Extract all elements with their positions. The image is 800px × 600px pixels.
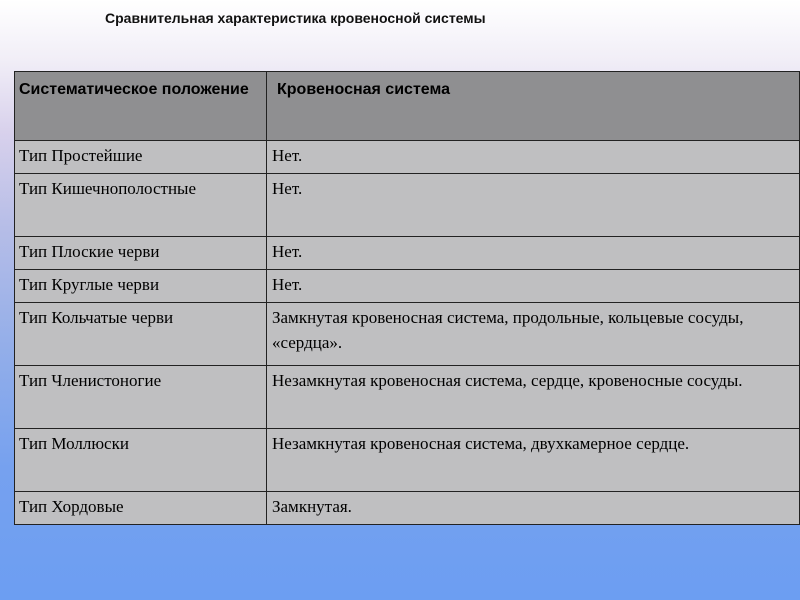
cell-group: Тип Членистоногие xyxy=(15,366,267,429)
header-circulatory-system-text: Кровеносная система xyxy=(277,81,450,98)
cell-group: Тип Кишечнополостные xyxy=(15,174,267,237)
cell-system: Замкнутая кровеносная система, продольные, кольцевые сосуды, «сердца». xyxy=(267,303,800,366)
header-circulatory-system xyxy=(267,72,800,141)
header-systematic-position-text: Систематическое положение xyxy=(19,81,249,98)
table-header-row xyxy=(15,72,800,141)
cell-group: Тип Моллюски xyxy=(15,429,267,492)
cell-system: Замкнутая. xyxy=(267,492,800,525)
table-row xyxy=(15,366,800,429)
cell-system: Нет. xyxy=(267,174,800,237)
slide-title: Сравнительная характеристика кровеносной системы xyxy=(105,10,486,26)
table-row xyxy=(15,492,800,525)
table-row xyxy=(15,237,800,270)
table-row xyxy=(15,303,800,366)
cell-system: Незамкнутая кровеносная система, сердце, кровеносные сосуды. xyxy=(267,366,800,429)
cell-group: Тип Плоские черви xyxy=(15,237,267,270)
cell-group: Тип Круглые черви xyxy=(15,270,267,303)
cell-group: Тип Хордовые xyxy=(15,492,267,525)
cell-system: Незамкнутая кровеносная система, двухкамерное сердце. xyxy=(267,429,800,492)
comparison-table xyxy=(14,71,800,525)
cell-system: Нет. xyxy=(267,270,800,303)
cell-system: Нет. xyxy=(267,237,800,270)
table-row xyxy=(15,141,800,174)
table-row xyxy=(15,429,800,492)
cell-group: Тип Простейшие xyxy=(15,141,267,174)
table-row xyxy=(15,174,800,237)
header-systematic-position xyxy=(15,72,267,141)
table-row xyxy=(15,270,800,303)
cell-system: Нет. xyxy=(267,141,800,174)
cell-group: Тип Кольчатые черви xyxy=(15,303,267,366)
